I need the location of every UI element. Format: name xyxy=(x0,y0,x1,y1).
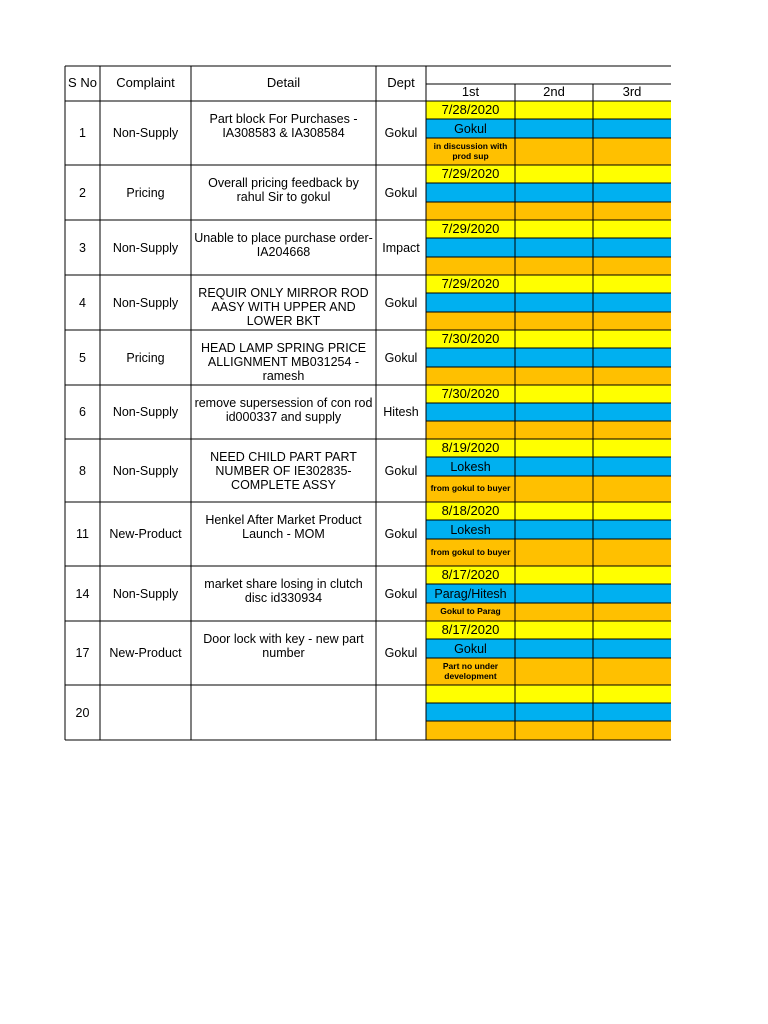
header-3rd: 3rd xyxy=(622,84,642,100)
row-followup-3-cell[interactable] xyxy=(593,457,671,476)
row-note[interactable]: from gokul to buyer xyxy=(426,539,515,566)
row-followup-2-cell[interactable] xyxy=(515,658,593,685)
row-followup-3-cell[interactable] xyxy=(593,520,671,539)
row-sno: 8 xyxy=(79,463,86,478)
row-followup-2-cell[interactable] xyxy=(515,312,593,330)
row-date[interactable]: 8/18/2020 xyxy=(426,502,515,520)
row-owner[interactable] xyxy=(426,238,515,257)
row-followup-2-cell[interactable] xyxy=(515,502,593,520)
row-followup-2-cell[interactable] xyxy=(515,138,593,165)
row-followup-3-cell[interactable] xyxy=(593,685,671,703)
row-sno: 2 xyxy=(79,185,86,200)
row-detail: REQUIR ONLY MIRROR ROD AASY WITH UPPER AND LOWER BKT xyxy=(198,286,369,328)
row-complaint: New-Product xyxy=(109,646,182,660)
row-date[interactable]: 7/30/2020 xyxy=(426,330,515,348)
row-sno: 14 xyxy=(75,586,90,601)
row-date[interactable]: 8/17/2020 xyxy=(426,621,515,639)
row-followup-2-cell[interactable] xyxy=(515,183,593,202)
row-followup-2-cell[interactable] xyxy=(515,119,593,138)
header-1st: 1st xyxy=(461,84,480,100)
row-followup-3-cell[interactable] xyxy=(593,220,671,238)
row-complaint: Pricing xyxy=(126,185,165,200)
row-followup-2-cell[interactable] xyxy=(515,721,593,740)
row-sno: 20 xyxy=(75,705,90,720)
header-dept: Dept xyxy=(387,75,415,91)
row-followup-2-cell[interactable] xyxy=(515,421,593,439)
row-complaint: Non-Supply xyxy=(112,126,179,140)
row-followup-3-cell[interactable] xyxy=(593,119,671,138)
row-followup-2-cell[interactable] xyxy=(515,439,593,457)
row-complaint: Pricing xyxy=(126,350,165,365)
row-date[interactable]: 7/28/2020 xyxy=(426,101,515,119)
row-date[interactable]: 7/29/2020 xyxy=(426,165,515,183)
row-date[interactable]: 7/29/2020 xyxy=(426,275,515,293)
row-dept: Gokul xyxy=(384,350,418,365)
row-followup-2-cell[interactable] xyxy=(515,101,593,119)
row-followup-3-cell[interactable] xyxy=(593,257,671,275)
row-dept: Gokul xyxy=(384,646,418,660)
row-followup-2-cell[interactable] xyxy=(515,165,593,183)
row-followup-2-cell[interactable] xyxy=(515,238,593,257)
row-owner[interactable] xyxy=(426,348,515,367)
row-followup-3-cell[interactable] xyxy=(593,421,671,439)
row-followup-2-cell[interactable] xyxy=(515,520,593,539)
row-complaint: Non-Supply xyxy=(112,240,179,255)
row-followup-2-cell[interactable] xyxy=(515,539,593,566)
row-dept: Gokul xyxy=(384,126,418,140)
row-complaint xyxy=(100,685,191,740)
row-detail: NEED CHILD PART PART NUMBER OF IE302835- COMPLETE ASSY xyxy=(210,450,357,492)
row-followup-3-cell[interactable] xyxy=(593,621,671,639)
row-date[interactable]: 7/29/2020 xyxy=(426,220,515,238)
row-sno: 17 xyxy=(75,646,90,660)
row-owner[interactable] xyxy=(426,183,515,202)
row-dept: Gokul xyxy=(384,295,418,310)
row-date[interactable]: 7/30/2020 xyxy=(426,385,515,403)
row-dept: Hitesh xyxy=(383,405,419,419)
row-dept: Gokul xyxy=(384,527,418,541)
row-note[interactable] xyxy=(426,721,515,740)
row-detail: Door lock with key - new part number xyxy=(203,632,364,660)
row-followup-3-cell[interactable] xyxy=(593,348,671,367)
row-date[interactable]: 8/17/2020 xyxy=(426,566,515,584)
row-sno: 6 xyxy=(79,405,86,419)
row-followup-3-cell[interactable] xyxy=(593,367,671,385)
row-complaint: Non-Supply xyxy=(112,295,179,310)
row-followup-3-cell[interactable] xyxy=(593,101,671,119)
row-note[interactable] xyxy=(426,312,515,330)
row-followup-3-cell[interactable] xyxy=(593,721,671,740)
row-sno: 3 xyxy=(79,240,86,255)
header-sno: S No xyxy=(68,75,97,91)
row-followup-2-cell[interactable] xyxy=(515,202,593,220)
row-followup-2-cell[interactable] xyxy=(515,348,593,367)
row-dept: Impact xyxy=(382,240,420,255)
row-followup-2-cell[interactable] xyxy=(515,257,593,275)
row-owner[interactable]: Gokul xyxy=(426,639,515,658)
row-followup-3-cell[interactable] xyxy=(593,238,671,257)
row-owner[interactable]: Gokul xyxy=(426,119,515,138)
row-owner[interactable]: Lokesh xyxy=(426,520,515,539)
row-followup-2-cell[interactable] xyxy=(515,639,593,658)
row-complaint: Non-Supply xyxy=(112,586,179,601)
row-followup-2-cell[interactable] xyxy=(515,685,593,703)
row-followup-3-cell[interactable] xyxy=(593,703,671,721)
row-sno: 4 xyxy=(79,295,86,310)
row-followup-2-cell[interactable] xyxy=(515,330,593,348)
row-followup-3-cell[interactable] xyxy=(593,539,671,566)
row-followup-2-cell[interactable] xyxy=(515,275,593,293)
row-detail xyxy=(194,685,373,740)
row-note[interactable]: Gokul to Parag xyxy=(426,603,515,621)
row-followup-2-cell[interactable] xyxy=(515,403,593,421)
row-owner[interactable]: Lokesh xyxy=(426,457,515,476)
row-complaint: Non-Supply xyxy=(112,405,179,419)
row-followup-3-cell[interactable] xyxy=(593,293,671,312)
row-followup-3-cell[interactable] xyxy=(593,385,671,403)
row-owner[interactable]: Parag/Hitesh xyxy=(426,584,515,603)
row-sno: 5 xyxy=(79,350,86,365)
row-followup-3-cell[interactable] xyxy=(593,566,671,584)
row-owner[interactable] xyxy=(426,403,515,421)
row-dept: Gokul xyxy=(384,586,418,601)
row-detail: HEAD LAMP SPRING PRICE ALLIGNMENT MB031254 - ramesh xyxy=(200,341,367,383)
header-2nd: 2nd xyxy=(543,84,565,100)
row-note[interactable]: Part no under development xyxy=(426,658,515,685)
row-complaint: Non-Supply xyxy=(112,463,179,478)
row-sno: 11 xyxy=(76,527,89,541)
row-followup-3-cell[interactable] xyxy=(593,658,671,685)
row-followup-3-cell[interactable] xyxy=(593,275,671,293)
row-detail: Henkel After Market Product Launch - MOM xyxy=(205,513,362,541)
row-followup-2-cell[interactable] xyxy=(515,476,593,502)
row-followup-3-cell[interactable] xyxy=(593,183,671,202)
row-followup-2-cell[interactable] xyxy=(515,621,593,639)
row-note[interactable] xyxy=(426,257,515,275)
row-followup-3-cell[interactable] xyxy=(593,138,671,165)
row-followup-2-cell[interactable] xyxy=(515,566,593,584)
row-note[interactable]: in discussion with prod sup xyxy=(426,138,515,165)
row-owner[interactable] xyxy=(426,293,515,312)
row-note[interactable]: from gokul to buyer xyxy=(426,476,515,502)
row-complaint: New-Product xyxy=(109,527,182,541)
row-note[interactable] xyxy=(426,421,515,439)
row-date[interactable]: 8/19/2020 xyxy=(426,439,515,457)
row-followup-2-cell[interactable] xyxy=(515,457,593,476)
row-followup-3-cell[interactable] xyxy=(593,312,671,330)
row-followup-3-cell[interactable] xyxy=(593,476,671,502)
row-followup-3-cell[interactable] xyxy=(593,639,671,658)
row-dept xyxy=(376,685,426,740)
row-followup-3-cell[interactable] xyxy=(593,603,671,621)
row-followup-3-cell[interactable] xyxy=(593,165,671,183)
row-note[interactable] xyxy=(426,202,515,220)
row-followup-2-cell[interactable] xyxy=(515,703,593,721)
row-followup-3-cell[interactable] xyxy=(593,202,671,220)
row-followup-2-cell[interactable] xyxy=(515,293,593,312)
row-followup-3-cell[interactable] xyxy=(593,403,671,421)
row-followup-2-cell[interactable] xyxy=(515,603,593,621)
row-followup-3-cell[interactable] xyxy=(593,330,671,348)
row-detail: Overall pricing feedback by rahul Sir to gokul xyxy=(208,176,359,204)
row-detail: Unable to place purchase order-IA204668 xyxy=(194,231,373,259)
row-detail: Part block For Purchases -IA308583 & IA308584 xyxy=(209,112,358,140)
row-followup-2-cell[interactable] xyxy=(515,584,593,603)
row-date[interactable] xyxy=(426,685,515,703)
row-owner[interactable] xyxy=(426,703,515,721)
header-detail: Detail xyxy=(266,75,301,91)
row-followup-3-cell[interactable] xyxy=(593,439,671,457)
header-complaint: Complaint xyxy=(116,75,175,91)
row-dept: Gokul xyxy=(384,185,418,200)
row-followup-2-cell[interactable] xyxy=(515,220,593,238)
row-note[interactable] xyxy=(426,367,515,385)
row-followup-2-cell[interactable] xyxy=(515,385,593,403)
row-followup-3-cell[interactable] xyxy=(593,584,671,603)
row-detail: market share losing in clutch disc id330934 xyxy=(204,577,363,605)
row-followup-2-cell[interactable] xyxy=(515,367,593,385)
row-followup-3-cell[interactable] xyxy=(593,502,671,520)
row-dept: Gokul xyxy=(384,463,418,478)
row-sno: 1 xyxy=(79,126,86,140)
row-detail: remove supersession of con rod id000337 and supply xyxy=(194,396,373,424)
